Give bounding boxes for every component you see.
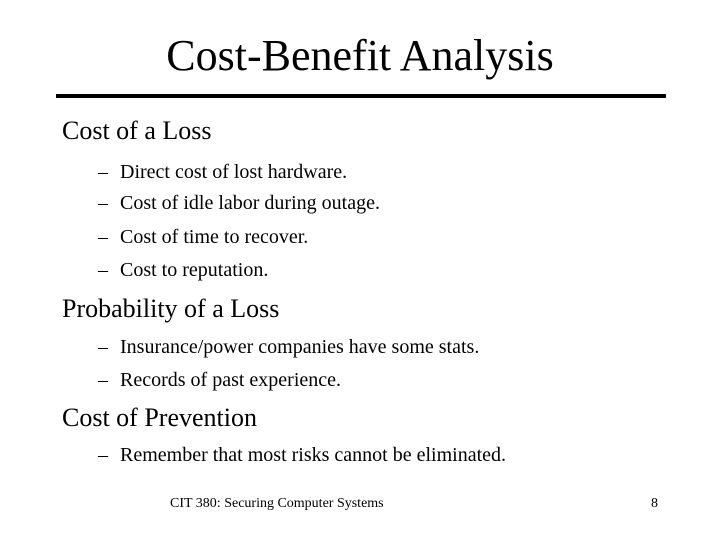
slide-title: Cost-Benefit Analysis [166, 31, 554, 80]
list-item-text: Insurance/power companies have some stats. [120, 336, 480, 358]
list-item [98, 160, 347, 184]
section-heading-cost-of-loss: Cost of a Loss [62, 116, 212, 145]
footer-course-title: CIT 380: Securing Computer Systems [170, 496, 384, 511]
list-item [98, 368, 341, 392]
section-heading-cost-of-prevention: Cost of Prevention [62, 403, 257, 432]
list-item-text: Cost of time to recover. [120, 226, 309, 248]
list-item-text: Remember that most risks cannot be eliminated. [120, 444, 507, 466]
list-item-text: Direct cost of lost hardware. [120, 161, 348, 183]
bullet-dash: – [98, 192, 108, 214]
list-item [98, 443, 506, 467]
bullet-dash: – [98, 161, 108, 183]
list-item-text: Cost of idle labor during outage. [120, 192, 380, 214]
list-item [98, 225, 308, 249]
bullet-dash: – [98, 226, 108, 248]
title-underline [56, 94, 666, 98]
list-item-text: Cost to reputation. [120, 259, 269, 281]
bullet-dash: – [98, 444, 108, 466]
list-item [98, 258, 268, 282]
bullet-dash: – [98, 336, 108, 358]
list-item [98, 191, 380, 215]
list-item-text: Records of past experience. [120, 369, 342, 391]
section-heading-probability-of-loss: Probability of a Loss [62, 294, 280, 323]
bullet-dash: – [98, 259, 108, 281]
bullet-dash: – [98, 369, 108, 391]
page-number: 8 [651, 496, 658, 511]
list-item [98, 335, 479, 359]
